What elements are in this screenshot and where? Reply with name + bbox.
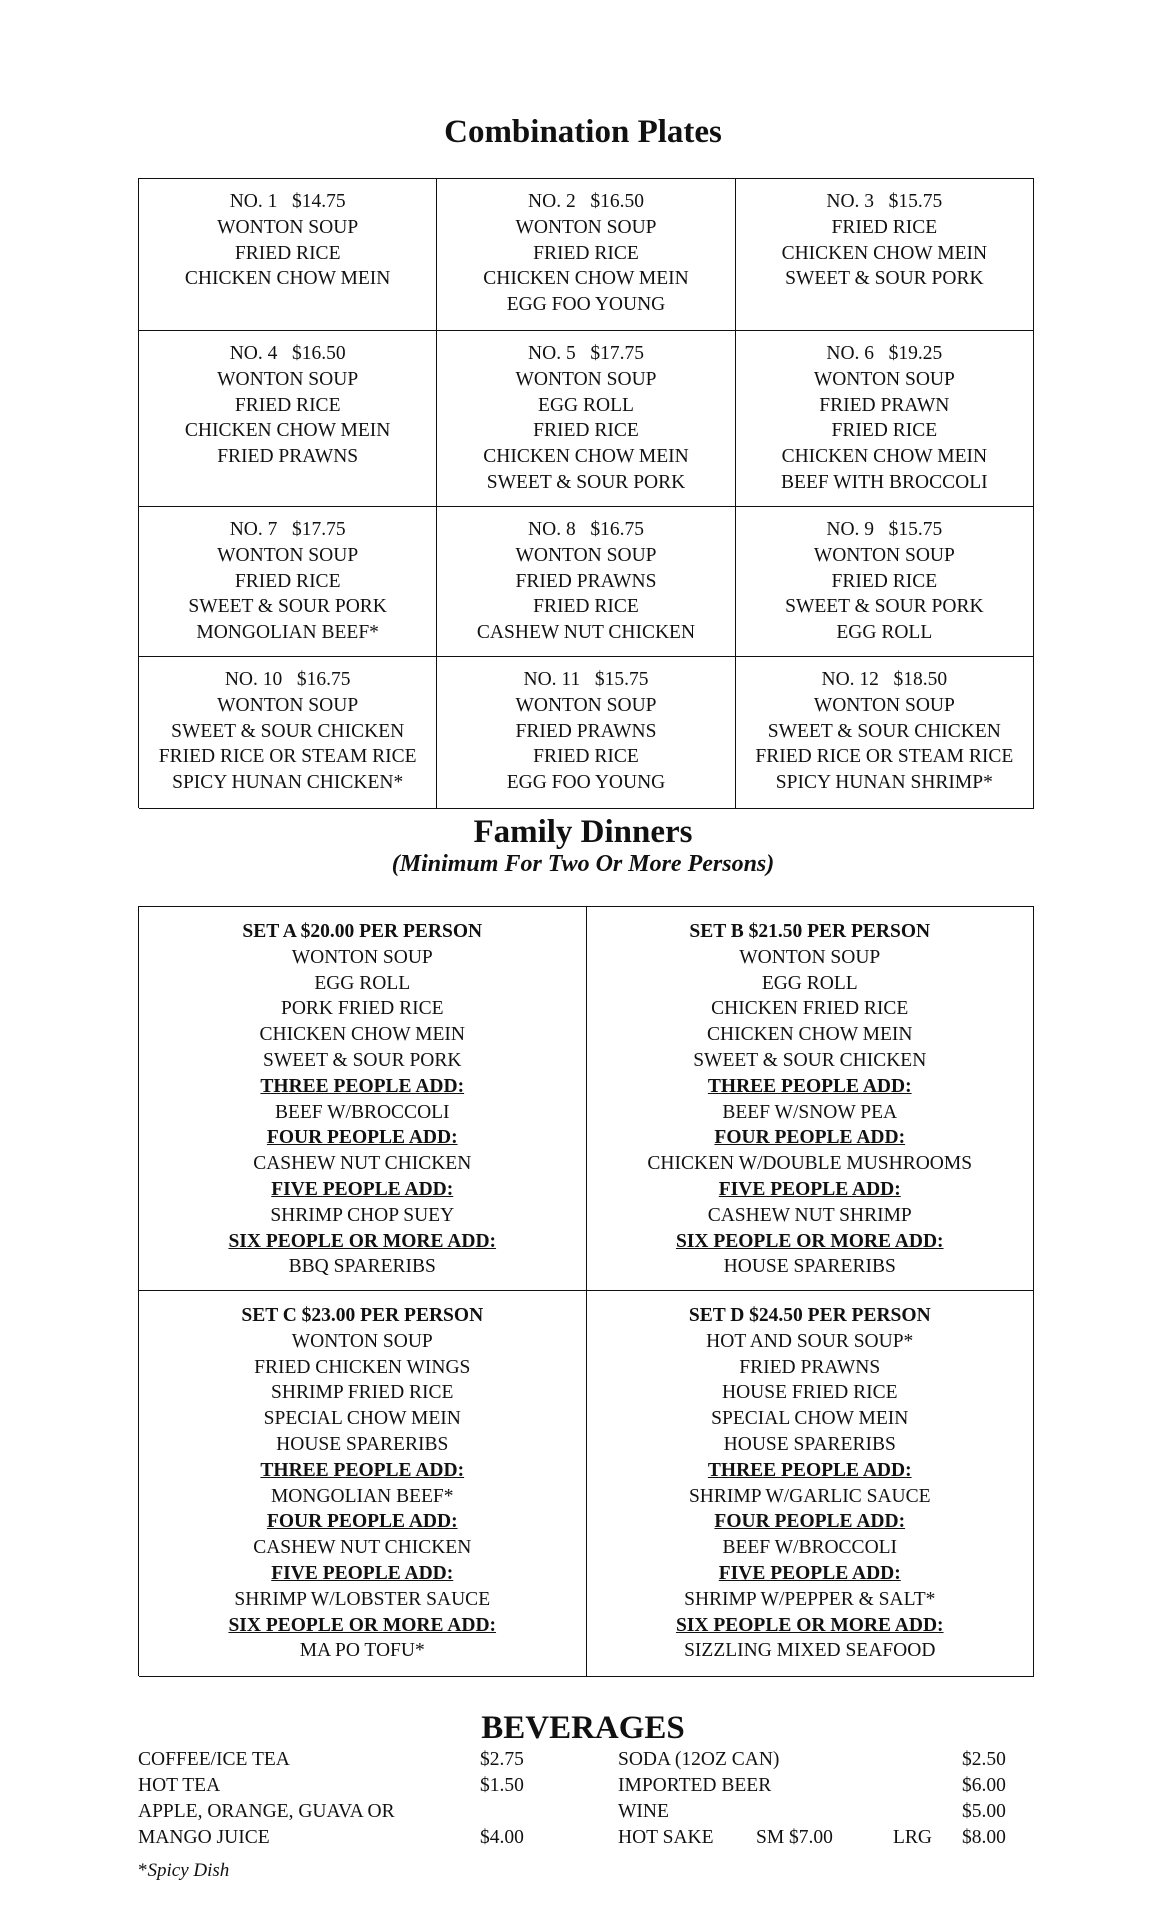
combo-plate-item: FRIED RICE (234, 242, 341, 264)
combo-plate-item: FRIED RICE (234, 394, 341, 416)
combo-plate-item: FRIED RICE (533, 746, 639, 768)
family-add-heading: THREE PEOPLE ADD: (260, 1459, 465, 1481)
combo-plate-6 (736, 331, 1034, 507)
combo-plate-item: CHICKEN CHOW MEIN (184, 420, 391, 442)
bev-sake-name: HOT SAKE (618, 1827, 714, 1848)
family-add-heading: SIX PEOPLE OR MORE ADD: (675, 1230, 944, 1252)
combo-plate-12 (736, 657, 1034, 809)
combo-plate-7 (139, 507, 437, 657)
combo-plate-item: WONTON SOUP (515, 544, 657, 566)
bev-sake-small-price: SM $7.00 (756, 1827, 833, 1848)
combo-plate-item: FRIED RICE OR STEAM RICE (755, 746, 1014, 768)
bev-hot-tea-name: HOT TEA (138, 1775, 221, 1796)
combo-plate-item: WONTON SOUP (217, 368, 359, 390)
bev-juice-name-line2: MANGO JUICE (138, 1827, 270, 1848)
bev-wine-price: $5.00 (962, 1801, 1006, 1822)
combo-plate-item: EGG ROLL (836, 622, 933, 644)
combo-plate-4 (139, 331, 437, 507)
combo-plate-item: FRIED RICE OR STEAM RICE (158, 746, 417, 768)
family-dish: SHRIMP FRIED RICE (271, 1382, 454, 1404)
bev-coffee-price: $2.75 (480, 1749, 524, 1770)
combo-plate-item: FRIED PRAWNS (515, 720, 657, 742)
combo-plate-header: NO. 2 $16.50 (528, 191, 644, 212)
family-set-b (587, 907, 1035, 1291)
family-add-heading: THREE PEOPLE ADD: (707, 1459, 912, 1481)
beverages-title: BEVERAGES (481, 1710, 685, 1746)
combo-plate-item: SPICY HUNAN SHRIMP* (775, 772, 993, 794)
bev-beer-price: $6.00 (962, 1775, 1006, 1796)
combo-plate-item: WONTON SOUP (813, 368, 955, 390)
combo-plate-item: FRIED RICE (533, 242, 639, 264)
combo-plate-header: NO. 6 $19.25 (826, 343, 943, 364)
combo-plate-item: CHICKEN CHOW MEIN (781, 242, 988, 264)
combo-plate-header: NO. 3 $15.75 (826, 191, 943, 212)
combo-plate-item: WONTON SOUP (217, 694, 359, 716)
family-dish: BEEF W/BROCCOLI (274, 1101, 450, 1123)
combo-plate-header: NO. 7 $17.75 (229, 519, 346, 540)
combo-plate-item: CHICKEN CHOW MEIN (781, 446, 988, 468)
family-dish: SWEET & SOUR CHICKEN (693, 1049, 927, 1071)
combo-plate-item: FRIED RICE (831, 420, 938, 442)
family-dish: SHRIMP W/PEPPER & SALT* (684, 1588, 936, 1610)
family-dish: WONTON SOUP (291, 1330, 433, 1352)
combo-plate-item: WONTON SOUP (217, 216, 359, 238)
combo-plate-item: SPICY HUNAN CHICKEN* (172, 772, 404, 794)
combo-plate-item: FRIED RICE (831, 216, 938, 238)
family-dish: WONTON SOUP (291, 946, 433, 968)
family-dish: SIZZLING MIXED SEAFOOD (684, 1640, 936, 1662)
combo-plate-item: CHICKEN CHOW MEIN (184, 268, 391, 290)
family-dish: FRIED PRAWNS (739, 1356, 881, 1378)
combo-plate-item: WONTON SOUP (515, 694, 657, 716)
combo-plate-item: EGG FOO YOUNG (506, 294, 666, 316)
family-dinners-subtitle: (Minimum For Two Or More Persons) (391, 851, 775, 877)
family-dish: HOT AND SOUR SOUP* (706, 1330, 914, 1352)
combo-plate-item: FRIED PRAWN (819, 394, 950, 416)
bev-hot-tea-price: $1.50 (480, 1775, 524, 1796)
combo-plate-item: SWEET & SOUR PORK (785, 268, 984, 290)
family-dish: PORK FRIED RICE (280, 998, 444, 1020)
family-dish: HOUSE FRIED RICE (721, 1382, 898, 1404)
combo-plate-item: FRIED RICE (234, 570, 341, 592)
family-dinners-grid (138, 906, 1034, 1676)
family-set-header: SET A $20.00 PER PERSON (242, 921, 483, 942)
bev-soda-price: $2.50 (962, 1749, 1006, 1770)
family-dish: HOUSE SPARERIBS (723, 1433, 896, 1455)
combo-plate-10 (139, 657, 437, 809)
combo-plate-item: CHICKEN CHOW MEIN (483, 268, 689, 290)
combo-plate-item: FRIED PRAWNS (515, 570, 657, 592)
combo-plate-header: NO. 5 $17.75 (528, 343, 644, 364)
combo-plate-header: NO. 8 $16.75 (528, 519, 644, 540)
family-add-heading: FOUR PEOPLE ADD: (266, 1127, 458, 1149)
family-dish: SPECIAL CHOW MEIN (263, 1408, 461, 1430)
combo-plate-item: WONTON SOUP (515, 216, 657, 238)
family-add-heading: FOUR PEOPLE ADD: (266, 1511, 458, 1533)
family-dish: SWEET & SOUR PORK (263, 1049, 462, 1071)
combination-plates-grid (138, 178, 1034, 808)
combo-plate-item: FRIED RICE (831, 570, 938, 592)
bev-wine-name: WINE (618, 1801, 669, 1822)
combo-plate-item: FRIED RICE (533, 420, 639, 442)
combo-plate-8 (437, 507, 735, 657)
family-dish: CHICKEN CHOW MEIN (259, 1024, 465, 1046)
spicy-star: * (138, 1860, 148, 1881)
family-dish: CHICKEN FRIED RICE (711, 998, 909, 1020)
bev-juice-name-line1: APPLE, ORANGE, GUAVA OR (138, 1801, 395, 1822)
combo-plate-header: NO. 4 $16.50 (229, 343, 346, 364)
family-set-header: SET D $24.50 PER PERSON (688, 1305, 931, 1326)
family-dish: MA PO TOFU* (299, 1640, 425, 1662)
spicy-dish-text: Spicy Dish (147, 1860, 230, 1881)
family-dish: EGG ROLL (761, 972, 858, 994)
bev-sake-large-label: LRG (893, 1827, 932, 1848)
family-add-heading: FIVE PEOPLE ADD: (718, 1562, 901, 1584)
family-set-header: SET B $21.50 PER PERSON (689, 921, 931, 942)
combo-plate-item: EGG ROLL (538, 394, 634, 416)
bev-juice-price: $4.00 (480, 1827, 524, 1848)
combo-plate-5 (437, 331, 735, 507)
combo-plate-item: CHICKEN CHOW MEIN (483, 446, 689, 468)
family-dish: SPECIAL CHOW MEIN (711, 1408, 909, 1430)
combo-plate-header: NO. 10 $16.75 (224, 669, 351, 690)
family-dish: MONGOLIAN BEEF* (270, 1485, 454, 1507)
combo-plate-item: WONTON SOUP (813, 544, 955, 566)
family-add-heading: SIX PEOPLE OR MORE ADD: (675, 1614, 944, 1636)
family-dish: HOUSE SPARERIBS (723, 1256, 896, 1278)
family-dish: CASHEW NUT CHICKEN (253, 1537, 472, 1559)
family-dish: BEEF W/SNOW PEA (722, 1101, 898, 1123)
combo-plate-item: WONTON SOUP (217, 544, 359, 566)
family-dish: SHRIMP W/LOBSTER SAUCE (234, 1588, 491, 1610)
combo-plate-item: MONGOLIAN BEEF* (196, 622, 379, 644)
family-add-heading: THREE PEOPLE ADD: (707, 1075, 912, 1097)
combo-plate-item: BEEF WITH BROCCOLI (781, 471, 988, 493)
family-dish: WONTON SOUP (739, 946, 881, 968)
family-dish: SHRIMP CHOP SUEY (270, 1204, 455, 1226)
combo-plate-item: FRIED RICE (533, 596, 639, 618)
combo-plate-item: SWEET & SOUR PORK (486, 471, 686, 493)
bev-sake-large-price: $8.00 (962, 1827, 1006, 1848)
combo-plate-item: CASHEW NUT CHICKEN (476, 622, 696, 644)
family-set-header: SET C $23.00 PER PERSON (241, 1305, 484, 1326)
combo-plate-9 (736, 507, 1034, 657)
family-dish: EGG ROLL (314, 972, 411, 994)
combo-plate-11 (437, 657, 735, 809)
family-dish: FRIED CHICKEN WINGS (254, 1356, 471, 1378)
combo-plate-item: FRIED PRAWNS (217, 446, 359, 468)
family-set-c (139, 1291, 587, 1677)
bev-soda-name: SODA (12OZ CAN) (618, 1749, 780, 1770)
family-dish: CASHEW NUT SHRIMP (707, 1204, 912, 1226)
family-dish: CASHEW NUT CHICKEN (253, 1153, 472, 1175)
combo-plate-item: SWEET & SOUR PORK (785, 596, 984, 618)
combo-plate-header: NO. 1 $14.75 (229, 191, 346, 212)
family-add-heading: FIVE PEOPLE ADD: (718, 1178, 901, 1200)
combo-plate-header: NO. 9 $15.75 (826, 519, 943, 540)
family-set-d (587, 1291, 1035, 1677)
combo-plate-header: NO. 11 $15.75 (523, 669, 649, 690)
family-add-heading: FOUR PEOPLE ADD: (714, 1127, 906, 1149)
spicy-dish-note (138, 1860, 229, 1882)
family-add-heading: FIVE PEOPLE ADD: (271, 1178, 454, 1200)
bev-coffee-name: COFFEE/ICE TEA (138, 1749, 290, 1770)
bev-beer-name: IMPORTED BEER (618, 1775, 772, 1796)
family-dish: BBQ SPARERIBS (288, 1256, 436, 1278)
family-add-heading: SIX PEOPLE OR MORE ADD: (228, 1230, 497, 1252)
family-dinners-title: Family Dinners (473, 814, 693, 850)
family-dish: CHICKEN W/DOUBLE MUSHROOMS (647, 1153, 973, 1175)
family-add-heading: THREE PEOPLE ADD: (260, 1075, 465, 1097)
combo-plate-2 (437, 179, 735, 331)
combo-plate-item: EGG FOO YOUNG (506, 772, 666, 794)
combination-plates-title: Combination Plates (444, 114, 722, 150)
combo-plate-item: SWEET & SOUR PORK (188, 596, 387, 618)
family-set-a (139, 907, 587, 1291)
combo-plate-item: SWEET & SOUR CHICKEN (767, 720, 1001, 742)
family-add-heading: FIVE PEOPLE ADD: (271, 1562, 454, 1584)
combo-plate-item: WONTON SOUP (813, 694, 955, 716)
combo-plate-item: SWEET & SOUR CHICKEN (171, 720, 405, 742)
combo-plate-3 (736, 179, 1034, 331)
combo-plate-1 (139, 179, 437, 331)
combo-plate-item: WONTON SOUP (515, 368, 657, 390)
family-add-heading: SIX PEOPLE OR MORE ADD: (228, 1614, 497, 1636)
family-dish: CHICKEN CHOW MEIN (707, 1024, 913, 1046)
family-dish: SHRIMP W/GARLIC SAUCE (688, 1485, 931, 1507)
combo-plate-header: NO. 12 $18.50 (821, 669, 948, 690)
family-add-heading: FOUR PEOPLE ADD: (714, 1511, 906, 1533)
family-dish: BEEF W/BROCCOLI (722, 1537, 898, 1559)
family-dish: HOUSE SPARERIBS (276, 1433, 449, 1455)
